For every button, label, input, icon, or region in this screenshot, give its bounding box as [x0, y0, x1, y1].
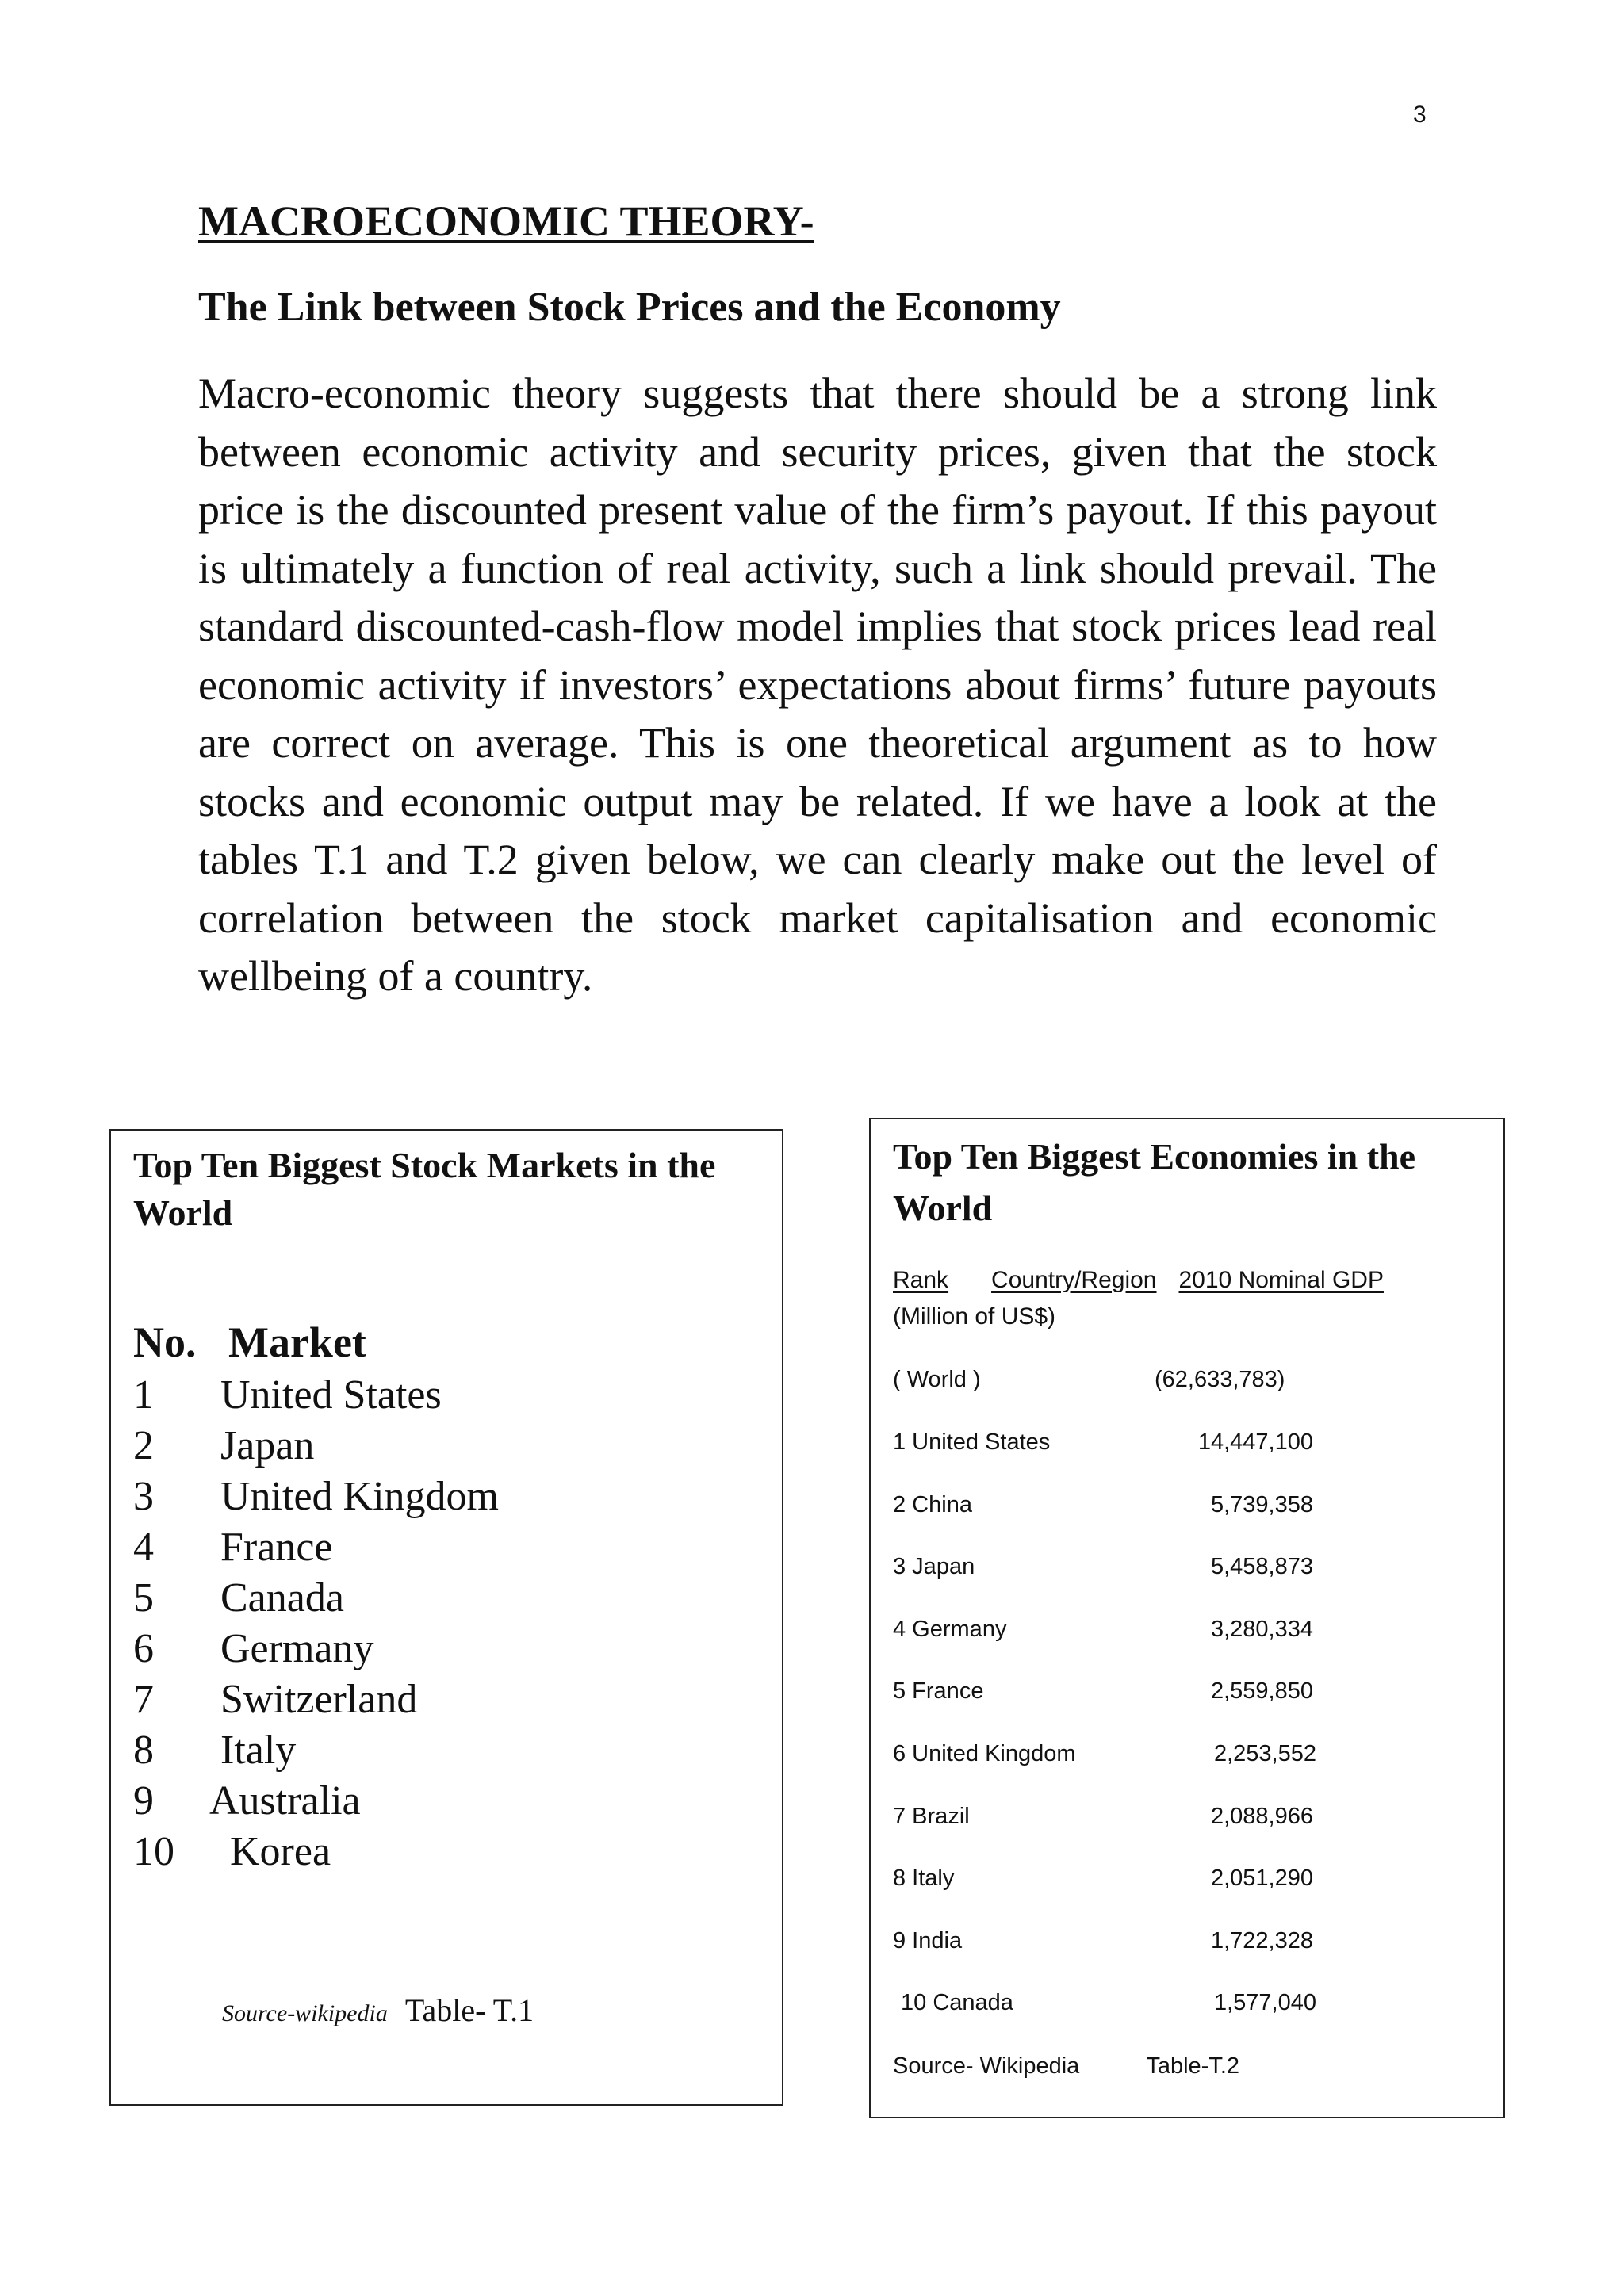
body-paragraph: Macro-economic theory suggests that there should be a strong link between economic activity and security prices, given that the stock price is the discounted present value of the firm’s payout. If this payout is ultimately a function of real activity, such a link should prevail. The standard discounted-cash-flow model implies that stock prices lead real economic activity if investors’ expectations about firms’ future payouts are correct on average. This is one theoretical argument as to how stocks and economic output may be related. If we have a look at the tables T.1 and T.2 given below, we can clearly make out the level of correlation between the stock market capitalisation and economic wellbeing of a country. [198, 369, 1437, 1000]
table-row [893, 1617, 1480, 1679]
row-market: Germany [220, 1626, 374, 1671]
table-row [133, 1370, 499, 1421]
table-row [133, 1776, 499, 1827]
row-market: Australia [209, 1778, 361, 1823]
row-country: 3 Japan [893, 1554, 975, 1580]
stock-markets-list [133, 1370, 499, 1877]
table-source: Source-wikipedia [222, 2000, 388, 2026]
row-country: 7 Brazil [893, 1803, 970, 1829]
economies-table-footer [893, 2053, 1239, 2080]
economies-table [869, 1118, 1505, 2118]
column-header-gdp: 2010 Nominal GDP [1178, 1267, 1384, 1293]
table-row [133, 1624, 499, 1674]
table-row [133, 1827, 499, 1877]
row-gdp: 2,253,552 [1213, 1740, 1316, 1766]
row-gdp: 1,577,040 [1213, 1990, 1316, 2016]
row-number: 10 [133, 1829, 174, 1874]
economies-list [893, 1429, 1480, 2053]
world-label: ( World ) [893, 1367, 981, 1392]
table-row [133, 1471, 499, 1522]
table-label: Table-T.2 [1146, 2053, 1239, 2079]
table-row [893, 1928, 1480, 1991]
row-market: United States [220, 1372, 442, 1418]
row-number: 5 [133, 1575, 154, 1621]
row-country: 10 Canada [901, 1990, 1013, 2016]
table-row [893, 1429, 1480, 1492]
row-number: 7 [133, 1677, 154, 1722]
row-gdp: 2,051,290 [1210, 1866, 1313, 1892]
table-row [893, 1866, 1480, 1928]
stock-markets-table-title: Top Ten Biggest Stock Markets in the World [133, 1145, 716, 1233]
page-number: 3 [1413, 101, 1427, 128]
row-number: 6 [133, 1626, 154, 1671]
table-row [893, 1804, 1480, 1866]
row-market: Switzerland [220, 1677, 418, 1722]
table-label: Table- T.1 [404, 1992, 534, 2028]
row-number: 1 [133, 1372, 154, 1418]
gdp-unit: (Million of US$) [893, 1303, 1056, 1330]
row-gdp: 3,280,334 [1210, 1616, 1313, 1642]
row-country: 4 Germany [893, 1616, 1007, 1642]
table-row [893, 1741, 1480, 1804]
row-market: Korea [230, 1829, 331, 1874]
row-number: 4 [133, 1525, 154, 1570]
stock-markets-table-header [133, 1318, 366, 1367]
row-number: 8 [133, 1728, 154, 1773]
table-row [133, 1573, 499, 1624]
world-total-row [893, 1367, 1285, 1393]
column-header-market: Market [228, 1318, 366, 1366]
row-country: 5 France [893, 1678, 984, 1705]
row-gdp: 2,559,850 [1210, 1678, 1313, 1705]
row-gdp: 14,447,100 [1197, 1429, 1313, 1455]
row-gdp: 5,739,358 [1210, 1491, 1313, 1517]
table-row [133, 1522, 499, 1573]
economies-table-title: Top Ten Biggest Economies in the World [893, 1136, 1416, 1229]
row-number: 9 [133, 1778, 154, 1823]
table-row [893, 1678, 1480, 1741]
stock-markets-table-footer [222, 1992, 534, 2029]
column-header-no: No. [133, 1318, 197, 1366]
column-header-country: Country/Region [991, 1267, 1157, 1293]
row-market: Canada [220, 1575, 344, 1621]
row-market: Japan [220, 1423, 315, 1468]
table-row [893, 1554, 1480, 1617]
column-header-rank: Rank [893, 1267, 949, 1293]
section-subtitle: The Link between Stock Prices and the Economy [198, 285, 1061, 330]
row-gdp: 5,458,873 [1210, 1554, 1313, 1580]
table-row [133, 1674, 499, 1725]
row-number: 2 [133, 1423, 154, 1468]
row-country: 1 United States [893, 1429, 1051, 1455]
row-number: 3 [133, 1474, 154, 1519]
table-row [133, 1725, 499, 1776]
row-country: 9 India [893, 1927, 963, 1954]
row-gdp: 2,088,966 [1210, 1803, 1313, 1829]
row-market: France [220, 1525, 333, 1570]
world-value: (62,633,783) [1155, 1367, 1285, 1392]
table-row [893, 1990, 1480, 2053]
table-source: Source- Wikipedia [893, 2053, 1080, 2079]
stock-markets-table [109, 1129, 783, 2106]
row-market: Italy [220, 1728, 297, 1773]
table-row [893, 1492, 1480, 1555]
row-country: 8 Italy [893, 1866, 955, 1892]
row-country: 2 China [893, 1491, 972, 1517]
economies-table-header [893, 1262, 1384, 1335]
table-row [133, 1421, 499, 1471]
row-market: United Kingdom [220, 1474, 499, 1519]
row-gdp: 1,722,328 [1210, 1927, 1313, 1954]
section-title: MACROECONOMIC THEORY- [198, 197, 814, 245]
row-country: 6 United Kingdom [893, 1740, 1076, 1766]
